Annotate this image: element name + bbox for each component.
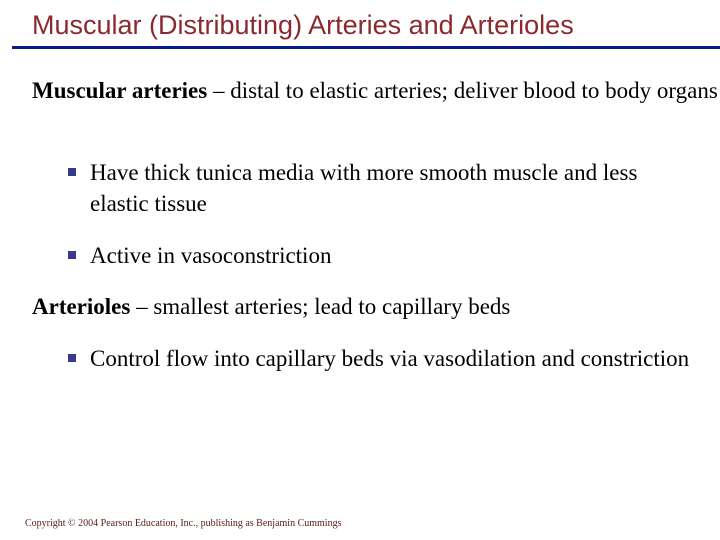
- term: Muscular arteries: [32, 78, 208, 103]
- point-text: – smallest arteries; lead to capillary beds: [130, 294, 511, 319]
- bullet-icon: [68, 354, 76, 362]
- subpoint: [68, 343, 700, 374]
- point-arterioles: [32, 291, 718, 322]
- slide-title: Muscular (Distributing) Arteries and Arterioles: [32, 10, 574, 40]
- subpoint: [68, 240, 700, 271]
- point-text: Active in vasoconstriction: [90, 243, 332, 268]
- bullet-icon: [68, 168, 76, 176]
- title-underline: [12, 46, 720, 49]
- point-text: Have thick tunica media with more smooth muscle and less elastic tissue: [90, 160, 638, 216]
- point-text: Control flow into capillary beds via vasodilation and constriction: [90, 346, 690, 371]
- point-text: – distal to elastic arteries; deliver blood to body organs: [207, 78, 718, 103]
- bullet-icon: [68, 251, 76, 259]
- term: Arterioles: [32, 294, 131, 319]
- copyright: Copyright © 2004 Pearson Education, Inc., publishing as Benjamin Cummings: [25, 518, 342, 529]
- point-muscular-arteries: [32, 75, 718, 106]
- subpoint: [68, 157, 700, 219]
